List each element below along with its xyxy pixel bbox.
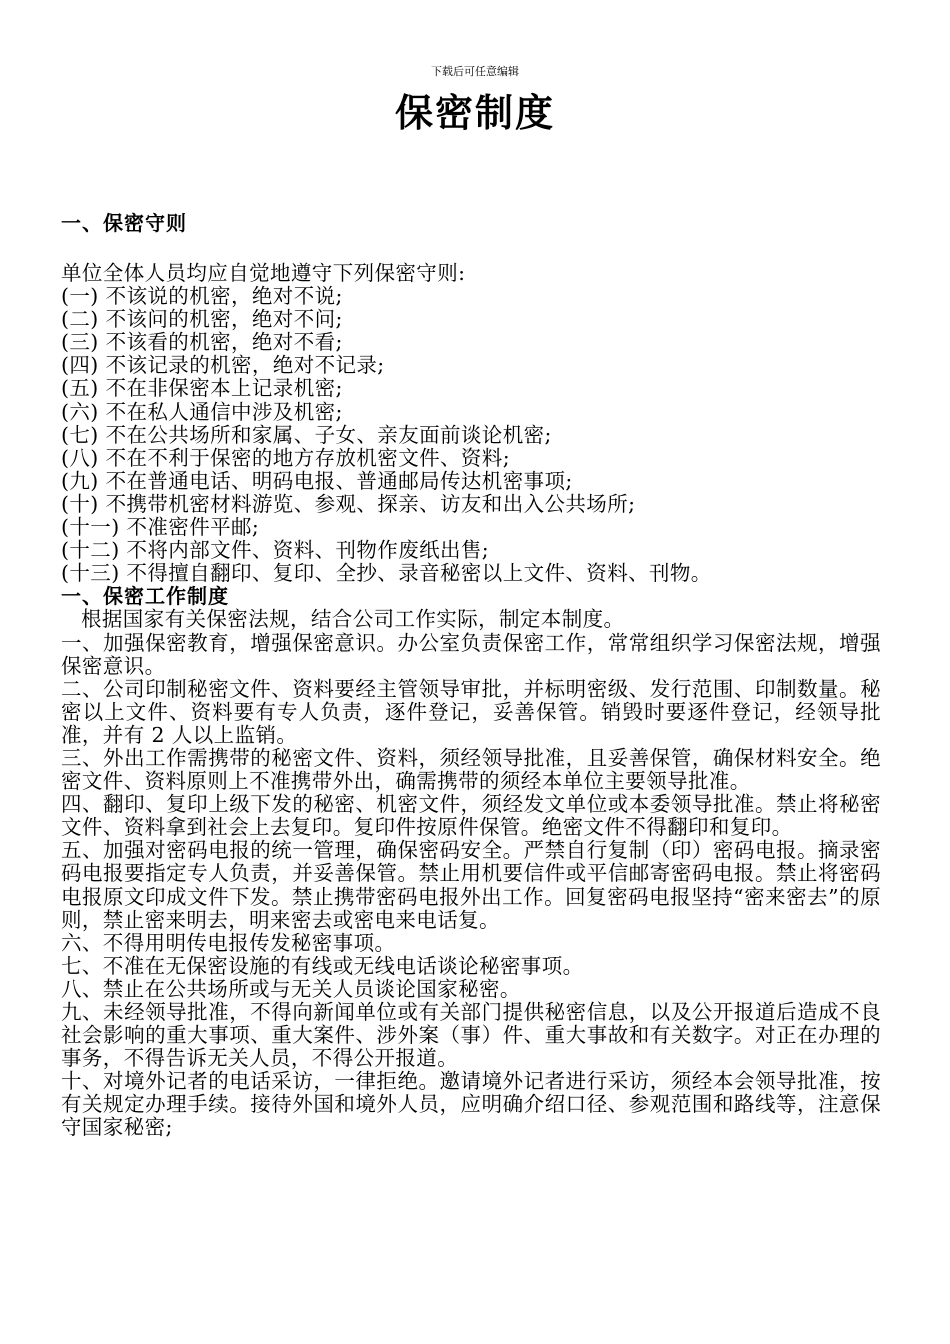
work-system-item: 一、加强保密教育，增强保密意识。办公室负责保密工作，常常组织学习保密法规，增强保密意识。	[61, 630, 881, 678]
rule-item: (四) 不该记录的机密，绝对不记录;	[61, 353, 385, 378]
rule-item: (八) 不在不利于保密的地方存放机密文件、资料;	[61, 445, 511, 470]
rule-item: (十二) 不将内部文件、资料、刊物作废纸出售;	[61, 538, 490, 563]
rule-item: (三) 不该看的机密，绝对不看;	[61, 330, 343, 355]
document-title: 保密制度	[394, 91, 555, 135]
work-system-item: 十、对境外记者的电话采访，一律拒绝。邀请境外记者进行采访，须经本会领导批准，按有关规定办理手续。接待外国和境外人员，应明确介绍口径、参观范围和路线等，注意保守国家秘密;	[61, 1069, 881, 1140]
work-system-item: 三、外出工作需携带的秘密文件、资料，须经领导批准，且妥善保管，确保材料安全。绝密文件、资料原则上不准携带外出，确需携带的须经本单位主要领导批准。	[61, 745, 881, 794]
work-system-item: 九、未经领导批准，不得向新闻单位或有关部门提供秘密信息，以及公开报道后造成不良社会影响的重大事项、重大案件、涉外案（事）件、重大事故和有关数字。对正在办理的事务，不得告诉无关人员，不得公开报道。	[61, 1000, 881, 1071]
work-system-item: 七、不准在无保密设施的有线或无线电话谈论秘密事项。	[61, 953, 584, 978]
work-system-item: 六、不得用明传电报传发秘密事项。	[61, 930, 396, 955]
rule-item: (七) 不在公共场所和家属、子女、亲友面前谈论机密;	[61, 422, 552, 447]
rule-item: (六) 不在私人通信中涉及机密;	[61, 399, 343, 424]
section-heading-rules: 一、保密守则	[61, 211, 187, 235]
rule-item: (一) 不该说的机密，绝对不说;	[61, 284, 343, 309]
rules-intro: 单位全体人员均应自觉地遵守下列保密守则:	[61, 261, 466, 285]
work-system-intro: 根据国家有关保密法规，结合公司工作实际，制定本制度。	[81, 607, 625, 632]
header-note: 下载后可任意编辑	[431, 65, 519, 78]
work-system-item: 四、翻印、复印上级下发的秘密、机密文件，须经发文单位或本委领导批准。禁止将秘密文件、资料拿到社会上去复印。复印件按原件保管。绝密文件不得翻印和复印。	[61, 792, 881, 840]
rule-item: (九) 不在普通电话、明码电报、普通邮局传达机密事项;	[61, 468, 573, 493]
rules-section	[61, 262, 881, 1140]
work-system-item: 八、禁止在公共场所或与无关人员谈论国家秘密。	[61, 976, 521, 1001]
rule-item: (十) 不携带机密材料游览、参观、探亲、访友和出入公共场所;	[61, 491, 636, 516]
rule-item: (五) 不在非保密本上记录机密;	[61, 376, 343, 401]
rule-item: (十三) 不得擅自翻印、复印、全抄、录音秘密以上文件、资料、刊物。	[61, 561, 712, 586]
work-system-item: 五、加强对密码电报的统一管理，确保密码安全。严禁自行复制（印）密码电报。摘录密码电报要指定专人负责，并妥善保管。禁止用机要信件或平信邮寄密码电报。禁止将密码电报原文印成文件下发。禁止携带密码电报外出工作。回复密码电报坚持“密来密去”的原则，禁止密来明去，明来密去或密电来电话复。	[61, 838, 881, 932]
work-system-item: 二、公司印制秘密文件、资料要经主管领导审批，并标明密级、发行范围、印制数量。秘密以上文件、资料要有专人负责，逐件登记，妥善保管。销毁时要逐件登记，经领导批准，并有 2 人以上监销。	[61, 676, 881, 747]
rule-item: (十一) 不准密件平邮;	[61, 515, 260, 540]
section-heading-work-system: 一、保密工作制度	[61, 584, 229, 609]
rule-item: (二) 不该问的机密，绝对不问;	[61, 307, 343, 332]
